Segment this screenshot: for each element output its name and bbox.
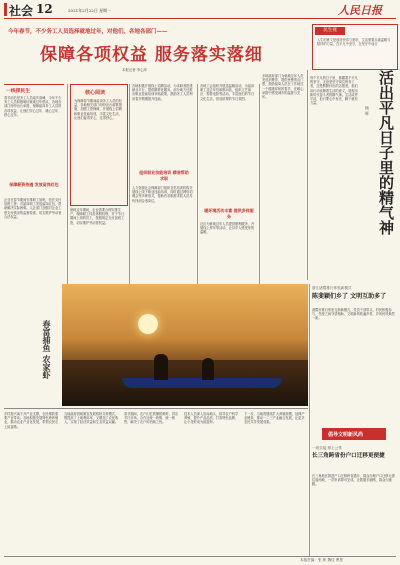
right-article-text: 诸暨市推行邻里互助新模式，党员干部带头，村民积极参与，邻里之间守望相助，文明新风吹遍乡村，乡风民风焕然一新。 [312,308,395,321]
photo-caption: 春富捕鱼 农家虾 [42,320,52,379]
headline-byline: 本报记者 李心萍 [122,68,147,72]
middle-text-2: 各地积极开展线上招聘活动，为求职者搭建就业平台，提供精准化服务。部分地方还推出职业技能培训补贴政策，鼓励务工人员利用春节假期提升技能。 [132,84,193,101]
section-name: 社会 [9,4,34,18]
right-article-kicker: 浙江诸暨推行体验新模式 [312,286,352,290]
footer-rule [4,556,396,557]
masthead-rule [4,18,396,19]
bottom-right-text: 长三角地区推进户口迁移跨省通办，群众办理户口迁移无需往返两地，一次申请即可完成，让数据多跑路、群众少跑腿。 [312,474,395,487]
sun-icon [138,314,158,334]
minsheng-tag-label: 民生视 [323,28,337,33]
headline-main: 保障各项权益 服务落实落细 [40,45,263,65]
bottom-text-3: 春节期间，农户们忙着捕捞鲜虾，供应节日市场。合作社统一收购、统一销售，解决了农户的后顾之忧。 [124,412,179,425]
left-subhead-2: 保障薪资待遇 发放留岗红包 [9,182,59,187]
mid-subhead-2: 暖环境活动丰富 提供多样服务 [204,208,254,219]
bottom-text-4: 技术人员深入田间地头，指导农户科学养殖，提升产品品质，打造特色品牌，让小龙虾成为致富虾。 [184,412,239,425]
column-rule-2 [129,84,130,284]
page-number: 12 [36,2,53,16]
photo [62,284,308,406]
bottom-article-kicker: 一纸交接 照上公堂 [312,446,342,450]
middle-text-4: 各地工会组织开展送温暖活动，为留岗职工送去年货和慰问品，组织文艺演出、观看电影等活动，丰富他们的节日文化生活，营造浓厚的节日氛围。 [200,84,255,101]
side-author: 杨 晖 [365,106,370,116]
right-article [312,284,396,426]
left-text-2: 企业在春节期间安排职工加班，依法支付加班工资；对留岗职工发放留岗红包，帮助解决实际困难。人社部门加强对企业工资支付情况的监督检查，切实维护劳动者合法权益。 [4,198,62,219]
bottom-rule-right [309,284,310,556]
mid-subhead-1: 组织职业技能培训 精准帮助求职 [139,170,189,181]
issue-date: 2021年2月22日 星期一 [68,8,112,13]
middle-text-6: 多地政府部门为就地过年人员发放消费券，提供免费景点门票，鼓励留岗人员在工作地过一个健康祥和的春节，在暖心举措中感受城市的温度与关怀。 [262,74,304,100]
minsheng-box [312,24,398,70]
minsheng-text: 人生的意义是创造快乐与美好，生活需要点滴温暖与陪伴的力量，在平凡中坚守，在坚守中前行 [317,38,391,47]
side-column [310,70,396,280]
headline-kicker: 今年春节，不少务工人员选择就地过年，对他们，各地各部门—— [8,29,168,35]
bottom-article-title: 长三角跨省份户口迁移更便捷 [312,453,385,459]
right-article-title: 陈斐颖们乡了 文明互助多了 [312,293,387,300]
bottom-text-1: 乡村振兴离不开产业支撑，农民增收需要产业带动。各地积极发展特色种养殖业，推动农业产业化发展，带领农民走上致富路。 [4,412,59,429]
column-rule-4 [259,84,260,284]
bottom-text-5: 下一步，当地将继续扩大养殖规模，延伸产业链条，推动一二三产业融合发展，让更多农民共享发展成果。 [244,412,305,425]
footer-text: 本版责编：张 彬 魏佳 曹思 [300,558,343,562]
fisherman-icon [154,354,168,380]
middle-text-3: 人力资源社会保障部门组织各类培训机构开展线上线下职业技能培训，同时通过网络招聘会等多种形式，帮助有求职需求的人员尽快找到合适岗位。 [132,186,193,203]
middle-text-5: 社区为就地过年人员提供便利服务，开展线上拜年等活动，让异乡人感受家的温暖。 [200,222,255,235]
photo-bottom-rule [4,408,308,409]
headline-block [4,24,304,80]
core-reading-title: 核心阅读 [85,90,106,96]
left-subhead-label: 一线探民生 [6,88,30,94]
left-text-1: 春节前后是务工人员返乡高峰，今年不少务工人员积极响应就地过年倡议。各地各部门纷纷出台举措，保障留岗务工人员的各项权益，让他们安心过年、暖心过年、舒心过年。 [4,96,62,117]
section-bar [4,3,7,16]
core-reading [70,84,128,206]
newspaper-logo: 人民日报 [338,4,382,17]
bottom-article-header [312,446,396,468]
core-reading-text: 为保障春节期间留岗务工人员的权益，各地相关部门纷纷出台政策措施，加强工资保障，开展线上招聘和职业技能培训，丰富文化生活，让他们留得安心、过得舒心。 [74,99,122,120]
column-rule-3 [197,84,198,284]
side-text: 每个平凡的日子里，都藏着不平凡的坚守。无论是坚守岗位的务工者，还是默默付出的志愿者，他们用行动诠释着生活的意义，展现出新时代奋斗者的精气神。生活或许平淡，但只要心中有光，脚下就有力量。 [310,76,358,106]
middle-text-1: 就地过年期间，企业需要合理安排生产，保障职工休息休假权利，对于节日期间上岗的员工，按照规定支付加班工资，切实维护劳动者权益。 [70,208,125,225]
column-badge-label: 倡导文明新风尚 [328,432,364,438]
left-subhead [4,84,64,94]
bottom-text-2: 当地政府因地制宜发展稻虾共养模式，既提高了土地利用率，又增加了农民收入，实现了经济效益和生态效益双赢。 [64,412,119,425]
column-rule-5 [307,70,308,280]
column-badge [322,428,386,440]
fisherman-icon [202,358,214,380]
minsheng-tag [315,27,345,35]
side-title: 活出平凡日子里的精气神 [377,70,395,235]
masthead [0,0,400,20]
